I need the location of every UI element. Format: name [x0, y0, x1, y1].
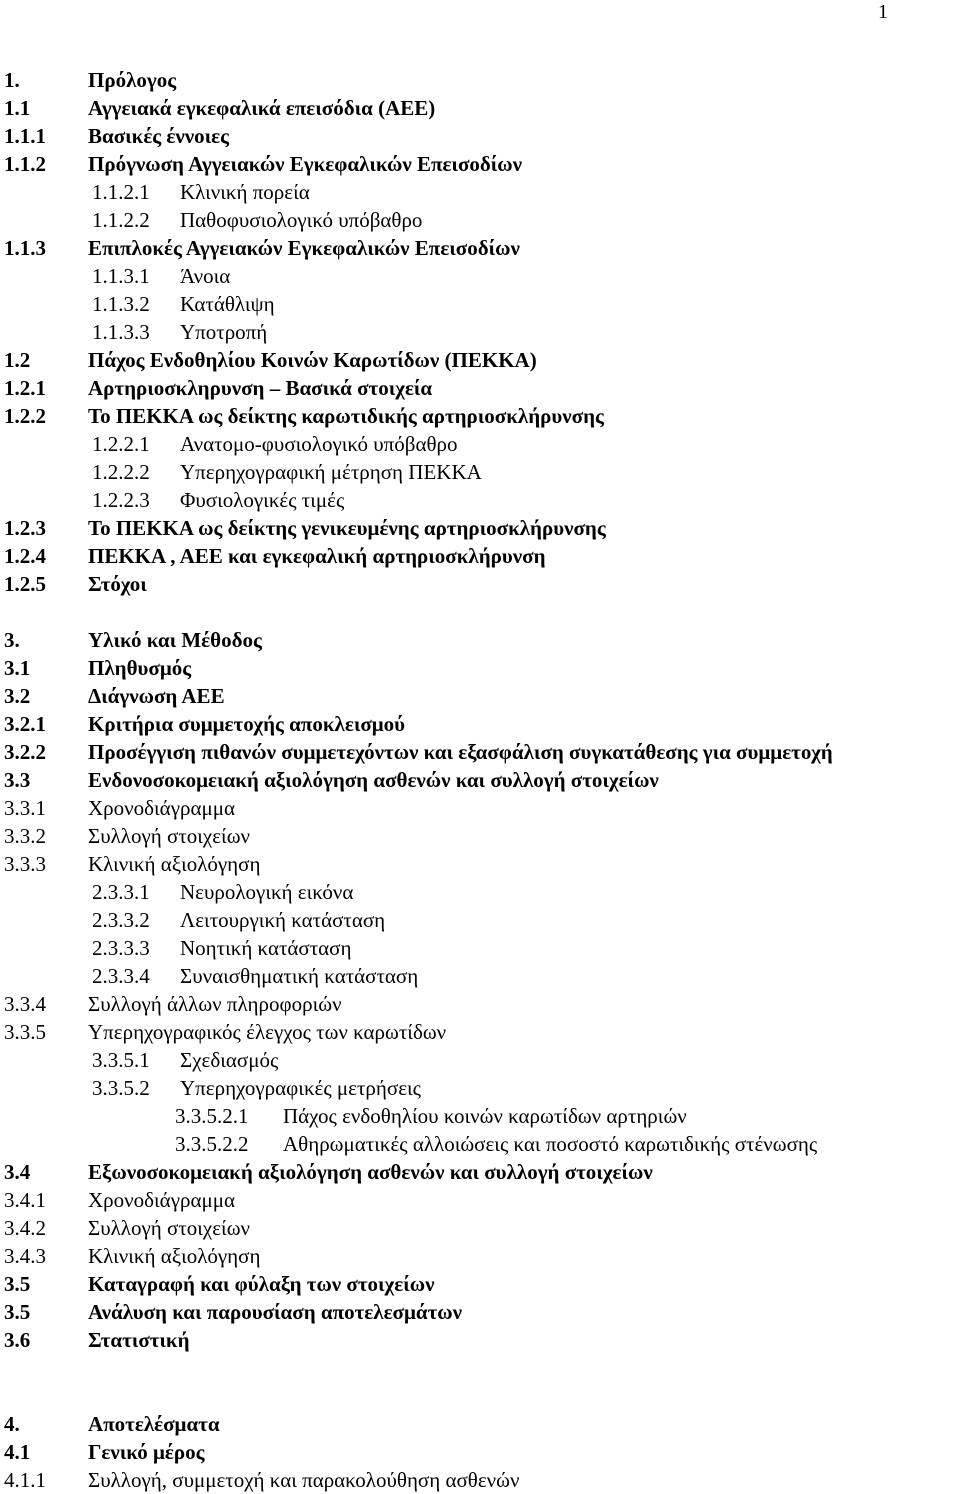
- table-of-contents: [0, 66, 960, 1494]
- toc-entry: [0, 1410, 960, 1438]
- toc-entry: [0, 626, 960, 654]
- toc-entry-number: 2.3.3.1: [92, 880, 150, 904]
- toc-entry: [0, 794, 960, 822]
- toc-entry-title: Το ΠΕΚΚΑ ως δείκτης καρωτιδικής αρτηριοσκλήρυνσης: [88, 404, 604, 428]
- toc-entry: [0, 234, 960, 262]
- toc-entry: [0, 1018, 960, 1046]
- toc-entry-title: Αρτηριοσκληρυνση – Βασικά στοιχεία: [88, 376, 433, 400]
- toc-entry-number: 3.3.1: [4, 796, 46, 820]
- toc-entry-number: 3.4.2: [4, 1216, 46, 1240]
- toc-entry-title: Πάχος ενδοθηλίου κοινών καρωτίδων αρτηριών: [283, 1104, 687, 1128]
- toc-entry-number: 1.1.1: [4, 124, 46, 148]
- toc-entry-title: Υλικό και Μέθοδος: [88, 628, 262, 652]
- toc-entry: [0, 486, 960, 514]
- toc-entry-number: 1.1.2.2: [92, 208, 150, 232]
- toc-entry-number: 1.2.2: [4, 404, 46, 428]
- toc-entry-title: Το ΠΕΚΚΑ ως δείκτης γενικευμένης αρτηριοσκλήρυνσης: [88, 516, 606, 540]
- toc-entry-title: Ανάλυση και παρουσίαση αποτελεσμάτων: [88, 1300, 463, 1324]
- toc-entry: [0, 906, 960, 934]
- toc-entry-number: 1.2.3: [4, 516, 46, 540]
- page-number: 1: [878, 1, 888, 23]
- toc-entry-number: 3.3.5.2.2: [175, 1132, 249, 1156]
- toc-entry-number: 1.2.1: [4, 376, 46, 400]
- toc-entry-title: Κλινική αξιολόγηση: [88, 1244, 261, 1268]
- toc-entry-number: 3.2.1: [4, 712, 46, 736]
- toc-entry-title: Προσέγγιση πιθανών συμμετεχόντων και εξασφάλιση συγκατάθεσης για συμμετοχή: [88, 740, 833, 764]
- toc-entry-number: 3.: [4, 628, 20, 652]
- toc-entry-number: 4.1: [4, 1440, 31, 1464]
- toc-entry-number: 3.5: [4, 1300, 31, 1324]
- toc-entry-title: Πληθυσμός: [88, 656, 192, 680]
- toc-entry-number: 3.3: [4, 768, 31, 792]
- toc-entry-number: 3.3.2: [4, 824, 46, 848]
- toc-entry-title: ΠΕΚΚΑ , ΑΕΕ και εγκεφαλική αρτηριοσκλήρυνση: [88, 544, 546, 568]
- toc-entry-title: Συλλογή στοιχείων: [88, 824, 251, 848]
- toc-entry-number: 3.3.5.1: [92, 1048, 150, 1072]
- toc-entry: [0, 374, 960, 402]
- toc-entry-title: Υπερηχογραφική μέτρηση ΠΕΚΚΑ: [180, 460, 482, 484]
- toc-entry: [0, 1326, 960, 1354]
- toc-entry-title: Γενικό μέρος: [88, 1440, 205, 1464]
- toc-entry: [0, 1214, 960, 1242]
- toc-entry: [0, 94, 960, 122]
- toc-entry-number: 3.3.5.2.1: [175, 1104, 249, 1128]
- toc-entry-number: 3.1: [4, 656, 31, 680]
- toc-entry: [0, 290, 960, 318]
- toc-entry-number: 3.5: [4, 1272, 31, 1296]
- toc-entry-title: Φυσιολογικές τιμές: [180, 488, 345, 512]
- toc-entry-number: 1.2.5: [4, 572, 46, 596]
- toc-entry: [0, 1298, 960, 1326]
- toc-entry-number: 1.1.3.1: [92, 264, 150, 288]
- toc-entry-number: 1.2.2.1: [92, 432, 150, 456]
- toc-entry-title: Χρονοδιάγραμμα: [88, 1188, 235, 1212]
- toc-entry-number: 1.1.3.2: [92, 292, 150, 316]
- toc-entry-title: Κλινική πορεία: [180, 180, 310, 204]
- toc-entry-number: 1.2.2.3: [92, 488, 150, 512]
- toc-entry: [0, 990, 960, 1018]
- toc-entry: [0, 1046, 960, 1074]
- toc-entry: [0, 402, 960, 430]
- toc-entry-number: 1.: [4, 68, 20, 92]
- toc-entry-number: 1.1.2: [4, 152, 46, 176]
- toc-entry: [0, 262, 960, 290]
- toc-entry-number: 2.3.3.2: [92, 908, 150, 932]
- toc-entry-number: 3.2: [4, 684, 31, 708]
- toc-entry-title: Συναισθηματική κατάσταση: [180, 964, 419, 988]
- toc-entry-number: 3.3.4: [4, 992, 46, 1016]
- toc-entry-title: Υπερηχογραφικές μετρήσεις: [180, 1076, 421, 1100]
- toc-entry-title: Καταγραφή και φύλαξη των στοιχείων: [88, 1272, 435, 1296]
- toc-entry: [0, 458, 960, 486]
- toc-entry-number: 1.1.3.3: [92, 320, 150, 344]
- toc-entry-number: 3.3.5: [4, 1020, 46, 1044]
- toc-entry: [0, 1242, 960, 1270]
- toc-entry-number: 3.4.3: [4, 1244, 46, 1268]
- toc-entry-title: Συλλογή άλλων πληροφοριών: [88, 992, 342, 1016]
- toc-entry: [0, 878, 960, 906]
- toc-entry-title: Άνοια: [180, 264, 231, 288]
- toc-entry: [0, 738, 960, 766]
- toc-entry-title: Πάχος Ενδοθηλίου Κοινών Καρωτίδων (ΠΕΚΚΑ): [88, 348, 537, 372]
- toc-entry: [0, 1466, 960, 1494]
- toc-entry-title: Στόχοι: [88, 572, 147, 596]
- toc-entry-title: Σχεδιασμός: [180, 1048, 279, 1072]
- toc-entry-number: 2.3.3.3: [92, 936, 150, 960]
- toc-entry-title: Πρόγνωση Αγγειακών Εγκεφαλικών Επεισοδίων: [88, 152, 523, 176]
- toc-entry-title: Διάγνωση ΑΕΕ: [88, 684, 225, 708]
- toc-entry: [0, 514, 960, 542]
- toc-entry: [0, 1102, 960, 1130]
- toc-entry-title: Αγγειακά εγκεφαλικά επεισόδια (ΑΕΕ): [88, 96, 436, 120]
- toc-entry: [0, 1186, 960, 1214]
- toc-entry-title: Στατιστική: [88, 1328, 190, 1352]
- toc-entry: [0, 1438, 960, 1466]
- toc-entry: [0, 206, 960, 234]
- toc-entry: [0, 962, 960, 990]
- toc-entry-number: 3.4: [4, 1160, 31, 1184]
- toc-entry-title: Συλλογή, συμμετοχή και παρακολούθηση ασθενών: [88, 1468, 520, 1492]
- toc-entry-number: 3.3.3: [4, 852, 46, 876]
- toc-entry: [0, 150, 960, 178]
- toc-entry: [0, 1130, 960, 1158]
- toc-entry-title: Βασικές έννοιες: [88, 124, 229, 148]
- toc-entry-title: Κριτήρια συμμετοχής αποκλεισμού: [88, 712, 406, 736]
- toc-entry-number: 3.3.5.2: [92, 1076, 150, 1100]
- toc-entry: [0, 430, 960, 458]
- toc-entry: [0, 1270, 960, 1298]
- toc-entry-number: 1.1.3: [4, 236, 46, 260]
- toc-spacer: [0, 598, 960, 626]
- toc-entry-title: Πρόλογος: [88, 68, 177, 92]
- toc-entry-title: Κλινική αξιολόγηση: [88, 852, 261, 876]
- toc-entry-title: Εξωνοσοκομειακή αξιολόγηση ασθενών και συλλογή στοιχείων: [88, 1160, 653, 1184]
- toc-entry: [0, 934, 960, 962]
- toc-entry: [0, 570, 960, 598]
- toc-entry-number: 1.1: [4, 96, 31, 120]
- toc-entry-number: 1.2: [4, 348, 31, 372]
- toc-entry-title: Ενδονοσοκομειακή αξιολόγηση ασθενών και συλλογή στοιχείων: [88, 768, 659, 792]
- toc-entry-number: 2.3.3.4: [92, 964, 150, 988]
- toc-entry-number: 3.6: [4, 1328, 31, 1352]
- toc-entry-title: Συλλογή στοιχείων: [88, 1216, 251, 1240]
- toc-entry: [0, 66, 960, 94]
- toc-entry-title: Χρονοδιάγραμμα: [88, 796, 235, 820]
- toc-entry-title: Νευρολογική εικόνα: [180, 880, 354, 904]
- toc-entry-number: 4.1.1: [4, 1468, 46, 1492]
- toc-entry: [0, 178, 960, 206]
- toc-entry-title: Αθηρωματικές αλλοιώσεις και ποσοστό καρωτιδικής στένωσης: [283, 1132, 818, 1156]
- toc-entry: [0, 1074, 960, 1102]
- toc-entry-title: Κατάθλιψη: [180, 292, 275, 316]
- toc-entry: [0, 710, 960, 738]
- toc-entry: [0, 654, 960, 682]
- toc-entry-number: 1.1.2.1: [92, 180, 150, 204]
- toc-entry: [0, 850, 960, 878]
- toc-entry: [0, 542, 960, 570]
- toc-entry: [0, 346, 960, 374]
- toc-entry-number: 3.2.2: [4, 740, 46, 764]
- toc-entry-number: 1.2.2.2: [92, 460, 150, 484]
- toc-entry-title: Παθοφυσιολογικό υπόβαθρο: [180, 208, 423, 232]
- toc-entry: [0, 1158, 960, 1186]
- toc-entry-title: Αποτελέσματα: [88, 1412, 220, 1436]
- toc-entry-title: Ανατομο-φυσιολογικό υπόβαθρο: [180, 432, 458, 456]
- toc-entry: [0, 682, 960, 710]
- toc-spacer: [0, 1354, 960, 1382]
- toc-entry-title: Επιπλοκές Αγγειακών Εγκεφαλικών Επεισοδίων: [88, 236, 520, 260]
- toc-entry-title: Υποτροπή: [180, 320, 268, 344]
- toc-entry: [0, 822, 960, 850]
- toc-entry-number: 4.: [4, 1412, 20, 1436]
- toc-entry: [0, 122, 960, 150]
- toc-entry-title: Υπερηχογραφικός έλεγχος των καρωτίδων: [88, 1020, 447, 1044]
- toc-entry-title: Λειτουργική κατάσταση: [180, 908, 386, 932]
- toc-entry-number: 1.2.4: [4, 544, 46, 568]
- toc-spacer: [0, 1382, 960, 1410]
- toc-entry-title: Νοητική κατάσταση: [180, 936, 352, 960]
- toc-entry: [0, 766, 960, 794]
- toc-entry-number: 3.4.1: [4, 1188, 46, 1212]
- toc-entry: [0, 318, 960, 346]
